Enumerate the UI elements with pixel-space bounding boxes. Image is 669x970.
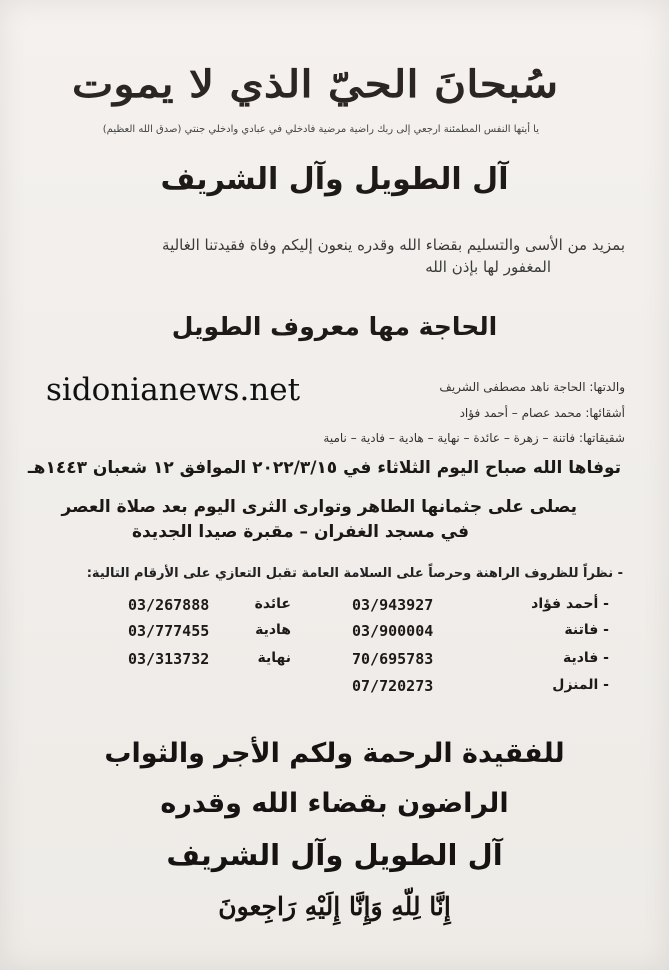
contact-name: - المنزل (552, 677, 609, 693)
relative-sisters: شقيقاتها: فاتنة – زهرة – عائدة – نهاية – هادية – فادية – نامية (323, 431, 625, 445)
phone-row (0, 677, 669, 701)
prayer-info: يصلى على جثمانها الطاهر وتوارى الثرى اليوم بعد صلاة العصر (61, 497, 577, 517)
burial-location: في مسجد الغفران – مقبرة صيدا الجديدة (131, 522, 469, 542)
closing-family: آل الطويل وآل الشريف (166, 838, 503, 872)
quran-verse: يا أيتها النفس المطمئنة ارجعي إلى ربك راضية مرضية فادخلي في عبادي وادخلي جنتي (صدق الله العظيم) (102, 124, 539, 135)
contact-number: 03/267888 (128, 596, 210, 614)
contact-name: - أحمد فؤاد (531, 596, 609, 612)
relative-mother: والدتها: الحاجة ناهد مصطفى الشريف (439, 380, 625, 394)
relative-brothers: أشقائها: محمد عصام – أحمد فؤاد (459, 406, 625, 420)
death-announcement: توفاها الله صباح اليوم الثلاثاء في ٢٠٢٢/٣/١٥ الموافق ١٢ شعبان ١٤٤٣هـ (27, 458, 621, 478)
intro-line-1: بمزيد من الأسى والتسليم بقضاء الله وقدره ينعون إليكم وفاة فقيدتنا الغالية (162, 236, 625, 254)
contact-number: 03/900004 (352, 622, 434, 640)
contact-number: 03/313732 (128, 650, 210, 668)
family-title: آل الطويل وآل الشريف (160, 162, 509, 197)
contact-number: 07/720273 (352, 677, 434, 695)
watermark: sidonianews.net (46, 372, 301, 408)
condolence-note: - نظراً للظروف الراهنة وحرصاً على السلامة العامة تقبل التعازي على الأرقام التالية: (86, 566, 623, 581)
closing-verse: إِنَّا لِلّهِ وَإِنَّا إِلَيْهِ رَاجِعونَ (218, 892, 451, 921)
contact-number: 70/695783 (352, 650, 434, 668)
phone-row (0, 650, 669, 674)
contact-name: - فادية (562, 650, 609, 666)
calligraphy-header: سُبحانَ الحيّ الذي لا يموت (71, 62, 559, 106)
deceased-name: الحاجة مها معروف الطويل (171, 312, 498, 341)
phone-row (0, 596, 669, 620)
closing-acceptance: الراضون بقضاء الله وقدره (160, 788, 509, 819)
contact-number: 03/777455 (128, 622, 210, 640)
contact-name: هادية (255, 622, 291, 638)
closing-mercy: للفقيدة الرحمة ولكم الأجر والثواب (104, 738, 565, 769)
contact-number: 03/943927 (352, 596, 434, 614)
intro-line-2: المغفور لها بإذن الله (425, 258, 551, 276)
contact-name: نهاية (257, 650, 291, 666)
contact-name: - فاتنة (564, 622, 609, 638)
phone-row (0, 622, 669, 646)
contact-name: عائدة (254, 596, 291, 612)
